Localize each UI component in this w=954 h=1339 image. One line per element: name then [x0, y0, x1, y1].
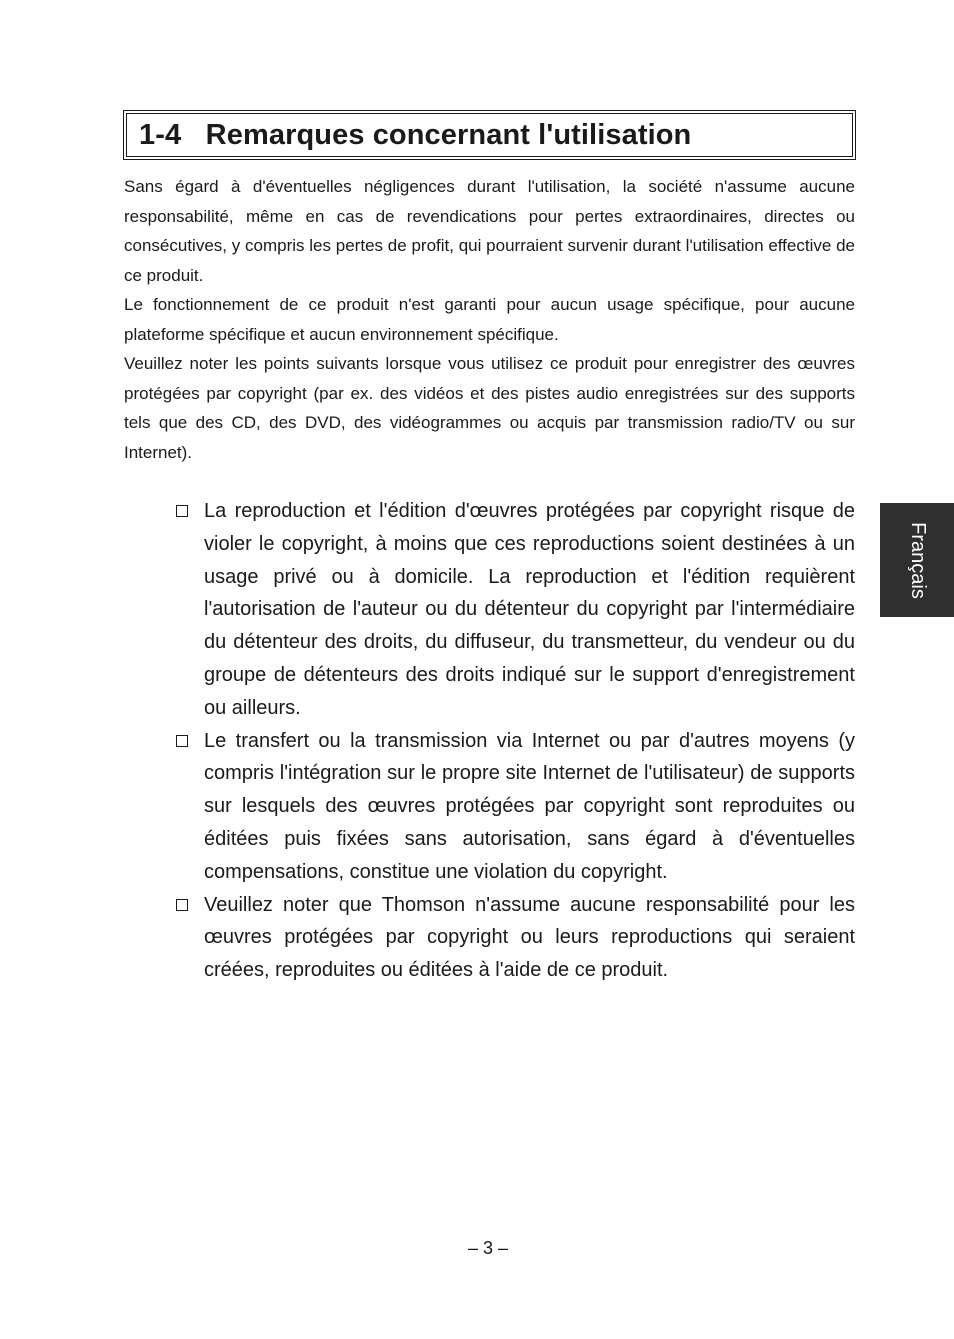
list-item-text: La reproduction et l'édition d'œuvres protégées par copyright risque de violer le copyright, à moins que ces reproductions soient destinées à un usage privé ou à domicile. La reproduction et l'édition requièrent l'autorisation de l'auteur ou du détenteur du copyright par l'intermédiaire du détenteur des droits, du diffuseur, du transmetteur, du vendeur ou du groupe de détenteurs des droits indiqué sur le support d'enregistrement ou ailleurs.: [204, 500, 855, 719]
section-title-inner-frame: [126, 113, 853, 157]
language-tab-label: Français: [906, 521, 929, 599]
copyright-notes-list: [172, 495, 855, 987]
page-number: – 3 –: [467, 1238, 509, 1258]
intro-text: [124, 172, 855, 467]
language-tab: [880, 503, 954, 617]
intro-paragraph: Veuillez noter les points suivants lorsque vous utilisez ce produit pour enregistrer des œuvres protégées par copyright (par ex. des vidéos et des pistes audio enregistrées sur des supports tels que des CD, des DVD, des vidéogrammes ou acquis par transmission radio/TV ou sur Internet).: [124, 354, 855, 462]
checkbox-bullet-icon: [176, 899, 188, 911]
list-item: [172, 495, 855, 725]
list-item: [172, 889, 855, 987]
checkbox-bullet-icon: [176, 735, 188, 747]
intro-paragraph: Sans égard à d'éventuelles négligences durant l'utilisation, la société n'assume aucune responsabilité, même en cas de revendications pour pertes extraordinaires, directes ou consécutives, y compris les pertes de profit, qui pourraient survenir durant l'utilisation effective de ce produit.: [124, 177, 855, 285]
list-item-text: Le transfert ou la transmission via Internet ou par d'autres moyens (y compris l'intégration sur le propre site Internet de l'utilisateur) de supports sur lesquels des œuvres protégées par copyright sont reproduites ou éditées puis fixées sans autorisation, sans égard à d'éventuelles compensations, constitue une violation du copyright.: [204, 729, 855, 883]
checkbox-bullet-icon: [176, 505, 188, 517]
section-title: 1-4 Remarques concernant l'utilisation: [139, 118, 692, 151]
section-title-box: [123, 110, 856, 160]
intro-paragraph: Le fonctionnement de ce produit n'est garanti pour aucun usage spécifique, pour aucune plateforme spécifique et aucun environnement spécifique.: [124, 295, 855, 344]
list-item: [172, 725, 855, 889]
list-item-text: Veuillez noter que Thomson n'assume aucune responsabilité pour les œuvres protégées par copyright ou leurs reproductions qui seraient créées, reproduites ou éditées à l'aide de ce produit.: [204, 893, 855, 982]
